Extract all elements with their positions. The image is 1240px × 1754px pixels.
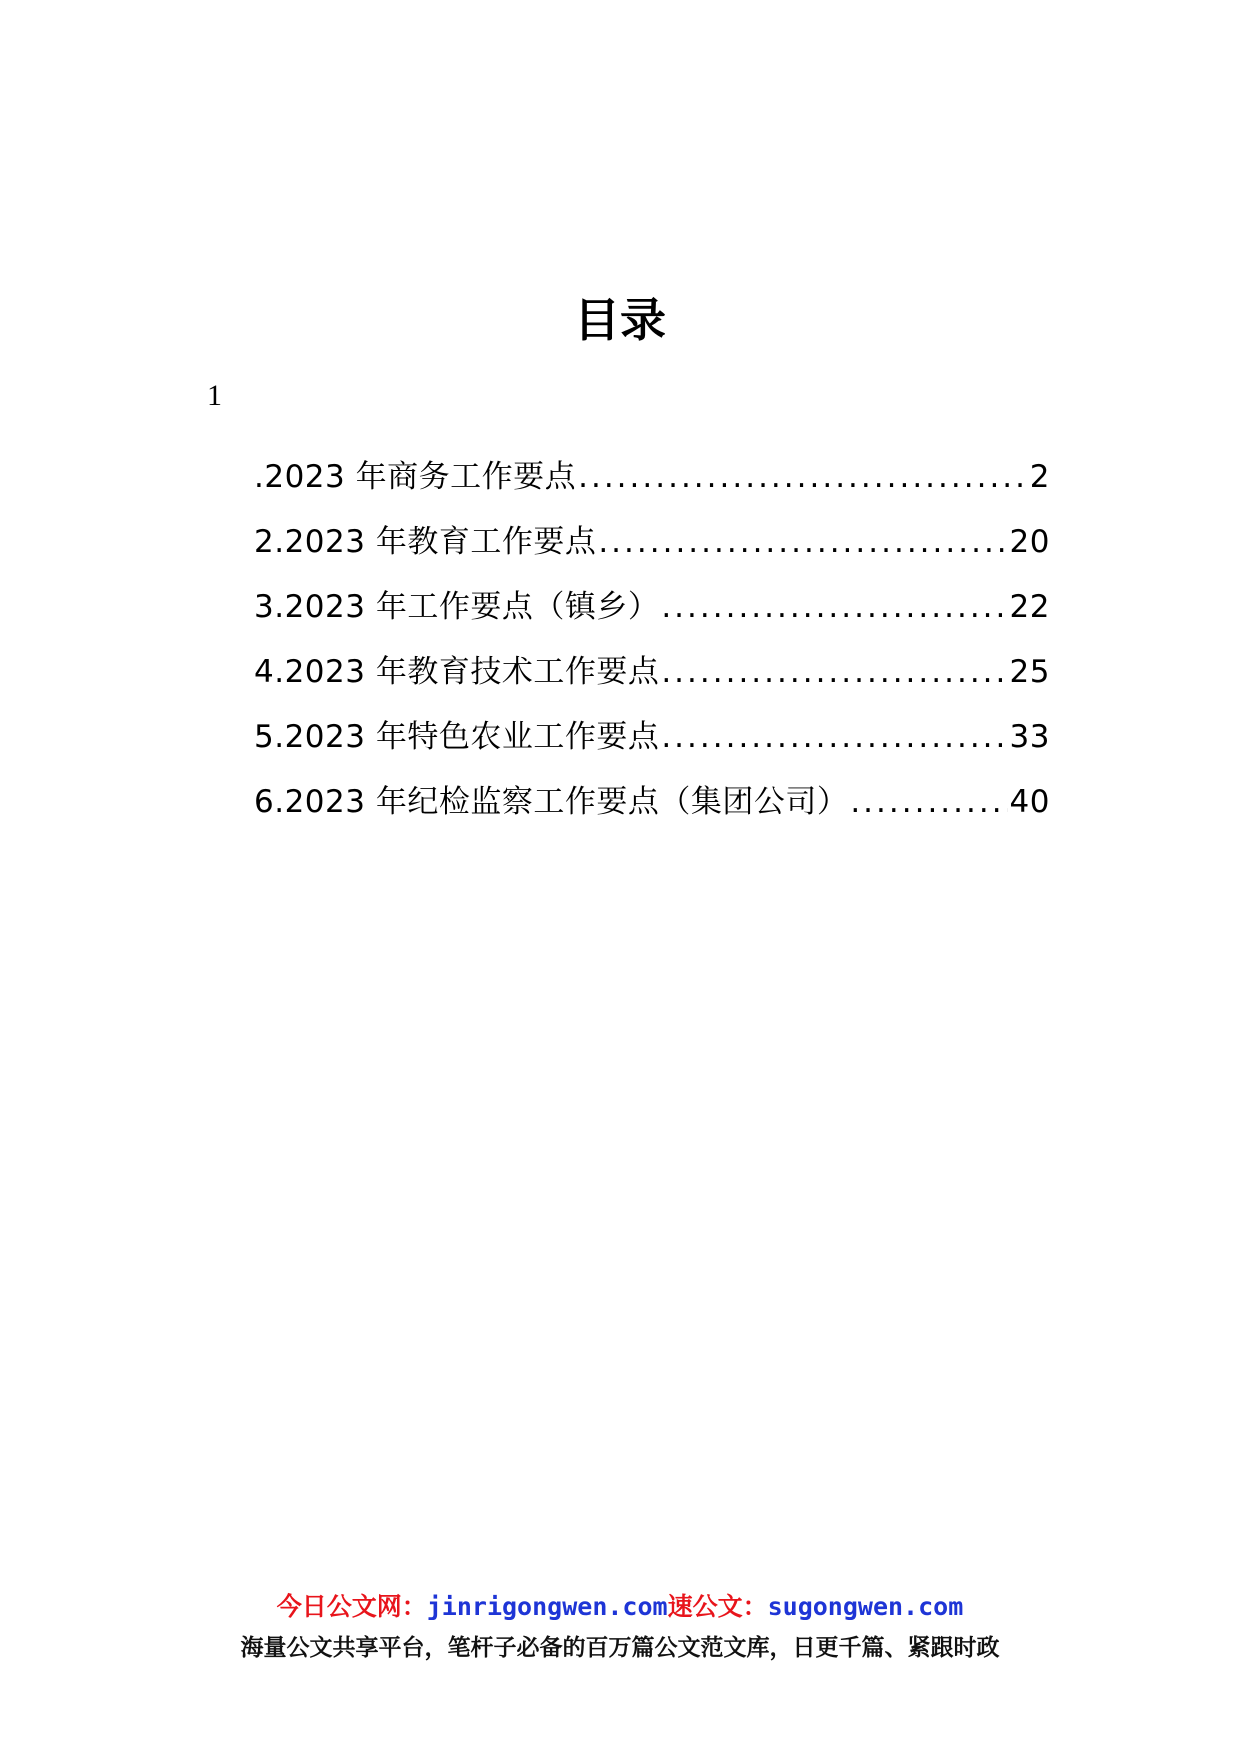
toc-leader-dots — [661, 717, 1007, 757]
page-marker: 1 — [207, 379, 222, 412]
toc-entry-page: 25 — [1009, 654, 1050, 690]
toc-leader-dots — [661, 652, 1007, 692]
page-title: 目录 — [574, 293, 666, 347]
toc-entry-title: 6.2023 年纪检监察工作要点（集团公司） — [254, 784, 849, 820]
site2-name: 速公文： — [667, 1592, 768, 1621]
table-of-contents — [254, 432, 1050, 822]
toc-entry-page: 33 — [1009, 719, 1050, 755]
toc-entry[interactable] — [254, 562, 1050, 627]
toc-entry-page: 22 — [1009, 589, 1050, 625]
toc-leader-dots — [578, 457, 1028, 497]
toc-entry[interactable] — [254, 432, 1050, 497]
footer-tagline: 海量公文共享平台，笔杆子必备的百万篇公文范文库，日更千篇、紧跟时政 — [240, 1635, 1000, 1661]
toc-entry-page: 20 — [1009, 524, 1050, 560]
site1-name: 今日公文网： — [276, 1592, 427, 1621]
toc-entry-title: 2.2023 年教育工作要点 — [254, 524, 597, 560]
toc-entry-title: .2023 年商务工作要点 — [254, 459, 577, 495]
toc-entry-page: 2 — [1029, 459, 1050, 495]
footer — [0, 1590, 1240, 1664]
toc-entry[interactable] — [254, 497, 1050, 562]
toc-entry-title: 5.2023 年特色农业工作要点 — [254, 719, 660, 755]
site1-link[interactable]: jinrigongwen.com — [426, 1592, 668, 1621]
toc-leader-dots — [661, 587, 1007, 627]
site2-link[interactable]: sugongwen.com — [767, 1592, 964, 1621]
toc-entry[interactable] — [254, 627, 1050, 692]
footer-sites — [0, 1590, 1240, 1624]
toc-entry-title: 4.2023 年教育技术工作要点 — [254, 654, 660, 690]
toc-leader-dots — [598, 522, 1007, 562]
toc-entry-page: 40 — [1009, 784, 1050, 820]
toc-entry[interactable] — [254, 692, 1050, 757]
toc-entry[interactable] — [254, 757, 1050, 822]
toc-leader-dots — [850, 782, 1007, 822]
toc-entry-title: 3.2023 年工作要点（镇乡） — [254, 589, 660, 625]
